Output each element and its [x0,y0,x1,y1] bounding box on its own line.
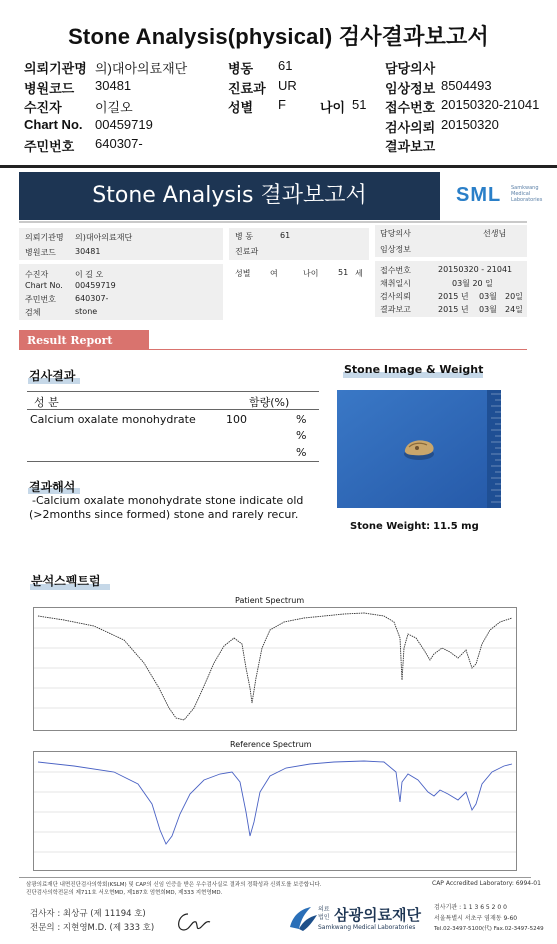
dept-value: UR [278,78,297,93]
r-age-label: 나이 [303,269,319,278]
r-code-value: 30481 [75,247,101,256]
exam-result-title: 검사결과 [29,369,76,383]
foundation-logo-icon [287,903,319,933]
sex-value: F [278,97,286,112]
ward-label: 병동 [228,61,254,76]
r-result-label: 결과보고 [380,305,411,314]
foundation-name: 삼광의료재단 [334,906,421,924]
ward-value: 61 [278,58,293,73]
page-title: Stone Analysis(physical) 검사결과보고서 [68,24,489,49]
info-box-left-bottom [19,264,223,320]
row-2-unit: % [296,429,307,442]
footer-rule [19,877,531,878]
results-top-rule [27,391,319,392]
specialist-line: 전문의 : 지현영M.D. (제 333 호) [30,923,155,933]
clinical-label: 임상정보 [385,81,436,96]
r-collect-label: 채취일시 [380,279,411,288]
request-label: 검사의뢰 [385,120,436,135]
r-result-month: 03월 [479,305,497,314]
r-request-year: 2015 년 [438,292,469,301]
r-ward-value: 61 [280,231,291,240]
r-sex-value: 여 [270,269,278,278]
report-banner-title: Stone Analysis 결과보고서 [92,183,367,208]
stone-weight-value: 11.5 mg [433,521,479,532]
sex-label: 성별 [228,100,254,115]
r-resident-value: 640307- [75,294,109,303]
r-result-year: 2015 년 [438,305,469,314]
hospital-code-label: 병원코드 [24,81,75,96]
row-1-value: 100 [226,413,247,426]
age-label: 나이 [320,100,346,115]
spectrum-title: 분석스펙트럼 [31,574,101,588]
stone-photo [337,390,501,508]
r-age-unit: 세 [355,269,363,278]
r-result-day: 24일 [505,305,523,314]
stone-weight-label: Stone Weight: [350,521,431,532]
row-3-unit: % [296,446,307,459]
stone-image-title: Stone Image & Weight [344,363,484,376]
report-label: 결과보고 [385,139,436,154]
r-chart-value: 00459719 [75,281,116,290]
reference-spectrum-chart [33,751,517,871]
r-dept-label: 진료과 [235,247,259,256]
patient-spectrum-title: Patient Spectrum [235,596,305,605]
r-doctor-label: 담당의사 [380,229,411,238]
stone-photo-graphic [337,390,501,508]
r-request-day: 20일 [505,292,523,301]
r-code-label: 병원코드 [25,248,56,257]
foundation-name-en: Samkwang Medical Laboratories [318,924,416,931]
request-value: 20150320 [441,117,499,132]
receipt-value: 20150320-21041 [441,97,540,112]
chart-label: Chart No. [24,117,83,132]
interpretation-line-2: (>2months since formed) stone and rarely recur. [29,508,299,521]
examiner-line: 검사자 : 최상규 (제 11194 호) [30,909,146,919]
r-inst-value: 의)대아의료재단 [75,233,133,242]
content-header: 함량(%) [249,396,290,409]
r-resident-label: 주민번호 [25,295,56,304]
r-sex-label: 성별 [235,269,251,278]
r-clinical-label: 임상정보 [380,245,411,254]
r-chart-label: Chart No. [25,281,63,290]
patient-label: 수진자 [24,100,62,115]
results-bottom-rule [27,461,319,462]
interpretation-line-1: -Calcium oxalate monohydrate stone indicate old [32,494,304,507]
r-specimen-label: 검체 [25,308,41,317]
component-header: 성 분 [34,396,59,409]
result-report-rule [19,349,527,350]
results-header-rule [27,409,319,410]
footer-note-1: 삼광의료재단 내면진단검사의학회(KSLM) 및 CAP의 신임 인증을 받은 우수검사실로 결과의 정확성과 신뢰도를 보증합니다. [26,882,322,888]
sml-logo-subtitle: Samkwang Medical Laboratories [511,185,543,203]
sml-logo: SML [456,184,502,206]
r-ward-label: 병 동 [235,232,253,241]
r-collect-value: 03월 20 일 [452,279,493,288]
chart-value: 00459719 [95,117,153,132]
patient-spectrum-graphic [34,608,516,730]
r-age-value: 51 [338,268,349,277]
resident-value: 640307- [95,136,143,151]
institution-number: 검사기관 : 1 1 3 6 5 2 0 0 [434,904,507,911]
r-inst-label: 의뢰기관명 [25,233,64,242]
r-receipt-value: 20150320 - 21041 [438,265,513,274]
r-patient-label: 수진자 [25,270,49,279]
r-request-month: 03월 [479,292,497,301]
r-patient-value: 이 길 오 [75,270,104,279]
signature-mark [172,908,216,936]
reference-spectrum-graphic [34,752,516,870]
reference-spectrum-title: Reference Spectrum [230,740,312,749]
foundation-address: 서울특별시 서초구 염재동 9-60 [434,915,518,922]
footer-note-2: 진단검사의학전문의 제711호 서오현MD, 제187호 엄현희MD, 제333 지현영MD. [26,890,223,896]
receipt-label: 접수번호 [385,100,436,115]
r-request-label: 검사의뢰 [380,292,411,301]
result-report-label: Result Report [27,334,113,347]
banner-stripe [19,221,527,223]
patient-value: 이길오 [95,100,133,115]
resident-label: 주민번호 [24,139,75,154]
doctor-label: 담당의사 [385,61,436,76]
foundation-prefix: 의료 법인 [318,906,330,921]
r-specimen-value: stone [75,307,98,316]
r-doctor-value: 선생님 [483,229,507,238]
foundation-phone: Tel.02-3497-5100(代) Fax.02-3497-5249 [434,926,544,932]
row-1-name: Calcium oxalate monohydrate [30,413,196,426]
row-1-unit: % [296,413,307,426]
dept-label: 진료과 [228,81,266,96]
r-receipt-label: 접수번호 [380,266,411,275]
clinical-value: 8504493 [441,78,492,93]
institution-value: 의)대아의료재단 [95,61,188,76]
interpretation-title: 결과해석 [29,480,76,494]
hospital-code-value: 30481 [95,78,132,93]
age-value: 51 [352,97,367,112]
patient-spectrum-chart [33,607,517,731]
cap-accreditation: CAP Accredited Laboratory: 6994-01 [432,880,541,887]
institution-label: 의뢰기관명 [24,61,87,76]
